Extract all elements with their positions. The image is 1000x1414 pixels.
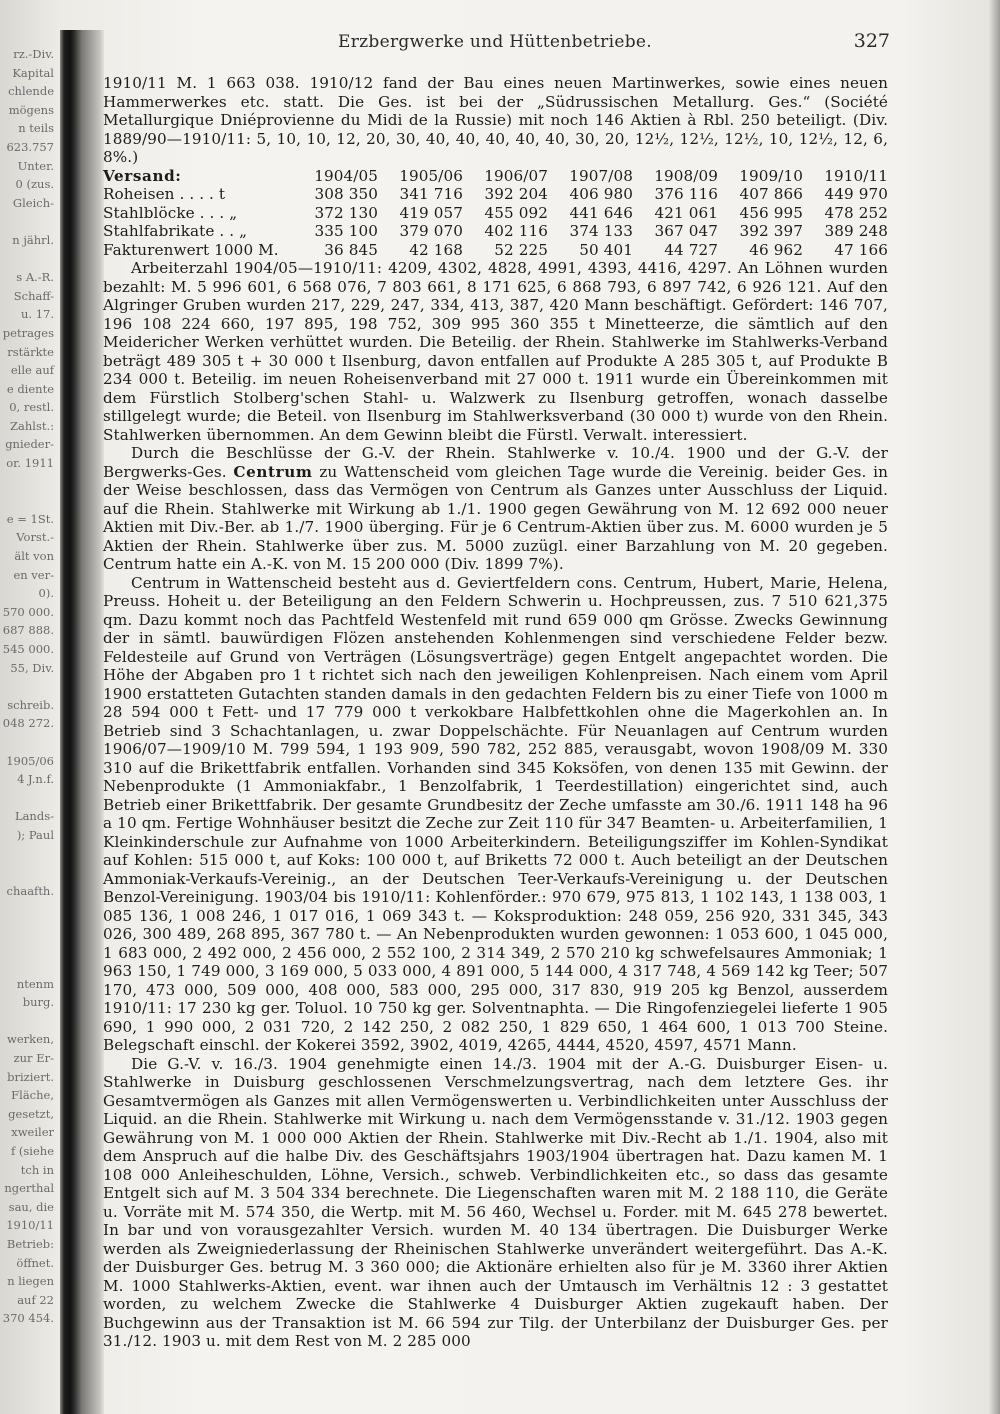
versand-cell: 52 225 xyxy=(494,240,548,259)
margin-fragment xyxy=(0,919,58,938)
margin-fragment: schreib. xyxy=(7,697,54,712)
margin-fragment xyxy=(0,677,58,696)
margin-fragment: 1910/11 xyxy=(6,1218,54,1233)
versand-row xyxy=(103,222,888,241)
margin-fragment: 1905/06 xyxy=(6,753,54,768)
versand-cell: 50 401 xyxy=(579,240,633,259)
margin-fragment: n liegen xyxy=(7,1274,54,1289)
versand-cell: 419 057 xyxy=(399,203,463,222)
margin-fragment: sau, die xyxy=(8,1199,54,1214)
margin-fragment: 0 (zus. xyxy=(15,177,54,192)
margin-fragment: n jährl. xyxy=(12,232,54,247)
versand-cell: 47 166 xyxy=(834,240,888,259)
versand-cell: 456 995 xyxy=(739,203,803,222)
versand-cell: 376 116 xyxy=(654,185,718,203)
margin-fragment: ält von xyxy=(14,549,54,564)
margin-fragment: Vorst.- xyxy=(16,530,54,545)
centrum-text-after: zu Wattenscheid vom gleichen Tage wurde die Vereinig. beider Ges. in der Weise beschlossen, dass das Vermögen von Centrum als Ganzes unter Ausschluss der Liquid. auf die Rhein. Stahlwerke mit Wirkung ab 1./1. 1900 gegen Gewährung von M. 12 692 000 neuer Aktien mit Div.-Ber. ab 1./7. 1900 überging. Für je 6 Centrum-Aktien über zus. M. 6000 wurden je 5 Aktien der Rhein. Stahlwerke über zus. M. 5000 zuzügl. einer Barzahlung von M. 20 gegeben. Centrum hatte ein A.-K. von M. 15 200 000 (Div. 1899 7%). xyxy=(103,462,888,573)
versand-col-header: 1910/11 xyxy=(824,166,888,185)
versand-cell: 46 962 xyxy=(749,240,803,259)
margin-fragment: Zahlst.: xyxy=(10,418,54,433)
versand-header-row xyxy=(103,167,888,186)
margin-fragment xyxy=(0,473,58,492)
margin-fragment: tch in xyxy=(20,1162,54,1177)
margin-fragment: Fläche, xyxy=(11,1088,54,1103)
versand-col-header: 1904/05 xyxy=(314,166,378,185)
margin-fragment: 55, Div. xyxy=(10,660,54,675)
margin-fragment: chlende xyxy=(8,84,54,99)
centrum-paragraph xyxy=(103,444,888,574)
versand-cell: 421 061 xyxy=(654,203,718,222)
margin-fragment: Lands- xyxy=(14,809,54,824)
margin-fragment: Kapital xyxy=(12,65,54,80)
versand-cell: 406 980 xyxy=(569,185,633,203)
versand-title: Versand: xyxy=(103,166,182,185)
margin-fragment: or. 1911 xyxy=(6,456,54,471)
margin-fragment xyxy=(0,733,58,752)
margin-fragment xyxy=(0,1012,58,1031)
versand-cell: 455 092 xyxy=(484,203,548,222)
previous-page-margin xyxy=(0,45,58,1365)
margin-fragment: 4 J.n.f. xyxy=(17,772,54,787)
margin-fragment xyxy=(0,938,58,957)
margin-fragment: petrages xyxy=(2,325,54,340)
page-edge-shadow xyxy=(988,0,1000,1414)
versand-col-header: 1909/10 xyxy=(739,166,803,185)
margin-fragment xyxy=(0,212,58,231)
margin-fragment: briziert. xyxy=(7,1069,54,1084)
margin-fragment: auf 22 xyxy=(17,1292,54,1307)
margin-fragment: e diente xyxy=(6,381,54,396)
margin-fragment: ); Paul xyxy=(16,827,54,842)
margin-fragment: 048 272. xyxy=(2,716,54,731)
margin-fragment: s A.-R. xyxy=(16,270,54,285)
versand-row xyxy=(103,241,888,260)
margin-fragment: chaafth. xyxy=(6,883,54,898)
margin-fragment: xweiler xyxy=(11,1125,54,1140)
margin-fragment xyxy=(0,491,58,510)
margin-fragment: 370 454. xyxy=(2,1311,54,1326)
margin-fragment xyxy=(0,956,58,975)
versand-cell: 449 970 xyxy=(824,185,888,203)
margin-fragment xyxy=(0,863,58,882)
margin-fragment: en ver- xyxy=(13,567,54,582)
versand-cell: 389 248 xyxy=(824,222,888,240)
page-header xyxy=(100,30,890,56)
versand-cell: 341 716 xyxy=(399,185,463,203)
versand-col-header: 1907/08 xyxy=(569,166,633,185)
versand-table xyxy=(103,167,888,260)
margin-fragment: 623.757 xyxy=(6,139,54,154)
margin-fragment: e = 1St. xyxy=(6,511,54,526)
versand-cell: 308 350 xyxy=(314,185,378,203)
page-body xyxy=(103,74,888,1351)
duisburg-paragraph: Die G.-V. v. 16./3. 1904 genehmigte einen 14./3. 1904 mit der A.-G. Duisburger Eisen- u. Stahlwerke in Duisburg geschlossenen Verschmelzungsvertrag, nach dem letztere Ges. ihr Gesamtvermögen als Ganzes mit allen Vermögenswerten u. Verbindlichkeiten unter Ausschluss der Liquid. an die Rhein. Stahlwerke mit Wirkung u. nach dem Vermögensstande v. 31./12. 1903 gegen Gewährung von M. 1 000 000 Aktien der Rhein. Stahlwerke mit Div.-Recht ab 1./1. 1904, also mit dem Anspruch auf die halbe Div. des Geschäftsjahrs 1903/1904 übertragen hat. Dazu kamen M. 1 108 000 Anleiheschulden, Löhne, Versich., schweb. Verbindlichkeiten etc., so dass das gesamte Entgelt sich auf M. 3 504 334 berechnete. Die Liegenschaften waren mit M. 2 188 110, die Geräte u. Vorräte mit M. 574 350, die Wertp. mit M. 56 460, Wechsel u. Forder. mit M. 645 278 bewertet. In bar und von vorausgezahlter Versich. wurden M. 40 134 übertragen. Die Duisburger Werke werden als Zweigniederlassung der Rheinischen Stahlwerke unverändert weitergeführt. Das A.-K. der Duisburger Ges. betrug M. 3 360 000; die Aktionäre erhielten also für je M. 3360 ihrer Aktien M. 1000 Stahlwerks-Aktien, event. war ihnen auch der Umtausch im Verhältnis 12 : 3 gestattet worden, zu welchem Zwecke die Stahlwerke 4 Duisburger Aktien zugekauft haben. Der Buchgewinn aus der Transaktion ist M. 66 594 zur Tilg. der Unterbilanz der Duisburger Ges. per 31./12. 1903 u. mit dem Rest von M. 2 285 000 xyxy=(103,1054,888,1350)
margin-fragment: n teils xyxy=(18,121,54,136)
margin-fragment: f (siehe xyxy=(11,1144,54,1159)
margin-fragment: u. 17. xyxy=(20,307,54,322)
versand-row-label: Roheisen . . . . t xyxy=(103,185,226,203)
versand-cell: 367 047 xyxy=(654,222,718,240)
margin-fragment xyxy=(0,250,58,269)
margin-fragment xyxy=(0,845,58,864)
versand-cell: 335 100 xyxy=(314,222,378,240)
versand-row-label: Fakturenwert 1000 M. xyxy=(103,240,279,259)
margin-fragment: Gleich- xyxy=(12,195,54,210)
versand-row xyxy=(103,204,888,223)
margin-fragment: zur Er- xyxy=(13,1051,54,1066)
margin-fragment: Unter. xyxy=(17,158,54,173)
margin-fragment xyxy=(0,789,58,808)
margin-fragment: Betrieb: xyxy=(6,1237,54,1251)
margin-fragment: elle auf xyxy=(10,363,54,378)
versand-cell: 42 168 xyxy=(409,240,463,259)
margin-fragment xyxy=(0,900,58,919)
margin-fragment: ngerthal xyxy=(4,1181,54,1196)
versand-cell: 392 397 xyxy=(739,222,803,240)
versand-row-label: Stahlblöcke . . . „ xyxy=(103,203,238,222)
versand-cell: 402 116 xyxy=(484,222,548,240)
versand-cell: 478 252 xyxy=(824,203,888,222)
versand-cell: 36 845 xyxy=(324,240,378,259)
book-gutter xyxy=(60,30,104,1414)
margin-fragment: gesetzt, xyxy=(8,1106,54,1121)
versand-cell: 372 130 xyxy=(314,203,378,222)
versand-col-header: 1908/09 xyxy=(654,166,718,185)
versand-cell: 392 204 xyxy=(484,185,548,203)
margin-fragment: öffnet. xyxy=(16,1255,54,1270)
page-number: 327 xyxy=(853,30,890,52)
versand-cell: 407 866 xyxy=(739,185,803,203)
intro-paragraph: 1910/11 M. 1 663 038. 1910/12 fand der Bau eines neuen Martinwerkes, sowie eines neuen Hammerwerkes etc. statt. Die Ges. ist bei der „Südrussischen Metallurg. Ges.“ (Société Metallurgique Dniéprovienne du Midi de la Russie) mit noch 146 Aktien à Rbl. 250 beteiligt. (Div. 1889/90—1910/11: 5, 10, 10, 12, 20, 30, 40, 40, 40, 40, 40, 30, 20, 12½, 12½, 12½, 10, 12½, 12, 6, 8%.) xyxy=(103,74,888,166)
versand-col-header: 1906/07 xyxy=(484,166,548,185)
margin-fragment: 545 000. xyxy=(2,642,54,656)
versand-row-label: Stahlfabrikate . . „ xyxy=(103,222,248,240)
margin-fragment: werken, xyxy=(7,1032,54,1047)
versand-row xyxy=(103,185,888,204)
centrum-company-name: Centrum xyxy=(233,462,313,481)
versand-col-header: 1905/06 xyxy=(399,166,463,185)
margin-fragment: Schaff- xyxy=(13,288,54,303)
margin-fragment: mögens xyxy=(8,102,54,117)
margin-fragment: ntenm xyxy=(16,976,54,991)
versand-cell: 441 646 xyxy=(569,203,633,222)
margin-fragment: 687 888. xyxy=(2,623,54,638)
margin-fragment: 0). xyxy=(38,586,54,601)
margin-fragment: burg. xyxy=(22,995,54,1010)
margin-fragment: rstärkte xyxy=(7,344,54,359)
margin-fragment: 570 000. xyxy=(2,604,54,619)
margin-fragment: 0, restl. xyxy=(9,400,54,415)
margin-fragment: gnieder- xyxy=(5,437,54,452)
versand-cell: 44 727 xyxy=(664,240,718,259)
margin-fragment: rz.-Div. xyxy=(13,47,54,61)
centrum-text-before: Durch die Beschlüsse der G.-V. der Rhein. Stahlwerke v. 10./4. 1900 und der G.-V. der Bergwerks-Ges. xyxy=(103,444,888,481)
workers-paragraph: Arbeiterzahl 1904/05—1910/11: 4209, 4302, 4828, 4991, 4393, 4416, 4297. An Löhnen wurden bezahlt: M. 5 996 601, 6 568 076, 7 803 661, 8 171 625, 6 868 793, 6 897 742, 6 926 121. Auf den Algringer Gruben wurden 217, 229, 247, 334, 413, 387, 420 Mann beschäftigt. Gefördert: 146 707, 196 108 224 660, 197 895, 198 752, 309 995 360 355 t Minetteerze, die sämtlich auf den Meidericher Werken verhüttet wurden. Die Beteilig. der Rhein. Stahlwerke im Stahlwerks-Verband beträgt 489 305 t + 30 000 t Ilsenburg, davon entfallen auf Produkte A 285 305 t, auf Produkte B 234 000 t. Beteilig. im neuen Roheisenverband mit 27 000 t. 1911 wurde ein Übereinkommen mit dem Fürstlich Stolberg'schen Stahl- u. Walzwerk zu Ilsenburg getroffen, wonach dasselbe stillgelegt wurde; die Beteil. von Ilsenburg im Stahlwerksverband (30 000 t) wurde von den Rhein. Stahlwerken übernommen. An dem Gewinn bleibt die Fürstl. Verwalt. interessiert. xyxy=(103,259,888,444)
running-title: Erzbergwerke und Hüttenbetriebe. xyxy=(338,32,652,52)
versand-cell: 374 133 xyxy=(569,222,633,240)
fields-paragraph: Centrum in Wattenscheid besteht aus d. Geviertfeldern cons. Centrum, Hubert, Marie, Helena, Preuss. Hoheit u. der Beteiligung an den Feldern Schwerin u. Hochpreussen, zus. 7 510 621,375 qm. Dazu kommt noch das Pachtfeld Westenfeld mit rund 659 000 qm Grösse. Zwecks Gewinnung der in sämtl. bauwürdigen Flözen anstehenden Kohlenmengen sind verschiedene Felder bezw. Feldesteile auf Grund von Verträgen (Lösungsverträge) gegen Entgelt angepachtet worden. Die Höhe der Abgaben pro 1 t richtet sich nach den jeweiligen Kohlenpreisen. Nach einem vom April 1900 erstatteten Gutachten standen damals in den gedachten Feldern bis zu einer Tiefe von 1000 m 28 594 000 t Fett- und 17 779 000 t verkokbare Halbfettkohlen ohne die Magerkohlen an. In Betrieb sind 3 Schachtanlagen, u. zwar Doppelschächte. Für Neuanlagen auf Centrum wurden 1906/07—1909/10 M. 799 594, 1 193 909, 590 782, 252 885, verausgabt, wovon 1908/09 M. 330 310 auf die Brikettfabrik entfallen. Vorhanden sind 345 Koksöfen, von denen 135 mit Gewinn. der Nebenprodukte (1 Ammoniakfabr., 1 Benzolfabrik, 1 Teerdestillation) eingerichtet sind, auch Betrieb einer Brikettfabrik. Der gesamte Grundbesitz der Zeche umfasste am 30./6. 1911 148 ha 96 a 10 qm. Fertige Wohnhäuser besitzt die Zeche zur Zeit 110 für 347 Beamten- u. Arbeiterfamilien, 1 Kleinkinderschule zur Aufnahme von 1000 Arbeiterkindern. Beteiligungsziffer im Kohlen-Syndikat auf Kohlen: 515 000 t, auf Koks: 100 000 t, auf Briketts 72 000 t. Auch beteiligt an der Deutschen Ammoniak-Verkaufs-Vereinig., an der Deutschen Teer-Verkaufs-Vereinigung u. der Deutschen Benzol-Vereinigung. 1903/04 bis 1910/11: Kohlenförder.: 970 679, 975 813, 1 102 143, 1 138 003, 1 085 136, 1 008 246, 1 017 016, 1 069 343 t. — Koksproduktion: 248 059, 256 920, 331 345, 343 026, 300 489, 268 895, 367 780 t. — An Nebenprodukten wurden gewonnen: 1 053 600, 1 045 000, 1 683 000, 2 492 000, 2 456 000, 2 552 100, 2 314 349, 2 570 210 kg schwefelsaures Ammoniak; 1 963 150, 1 749 000, 3 169 000, 5 033 000, 4 891 000, 5 144 000, 4 317 748, 4 569 142 kg Teer; 507 170, 473 000, 509 000, 408 000, 583 000, 295 000, 317 830, 919 205 kg Benzol, ausserdem 1910/11: 17 230 kg ger. Toluol. 10 750 kg ger. Solventnaphta. — Die Ringofenziegelei lieferte 1 905 690, 1 990 000, 2 031 720, 2 142 250, 2 082 250, 1 829 650, 1 464 600, 1 013 700 Steine. Belegschaft einschl. der Kokerei 3592, 3902, 4019, 4265, 4444, 4520, 4597, 4571 Mann. xyxy=(103,573,888,1054)
versand-cell: 379 070 xyxy=(399,222,463,240)
